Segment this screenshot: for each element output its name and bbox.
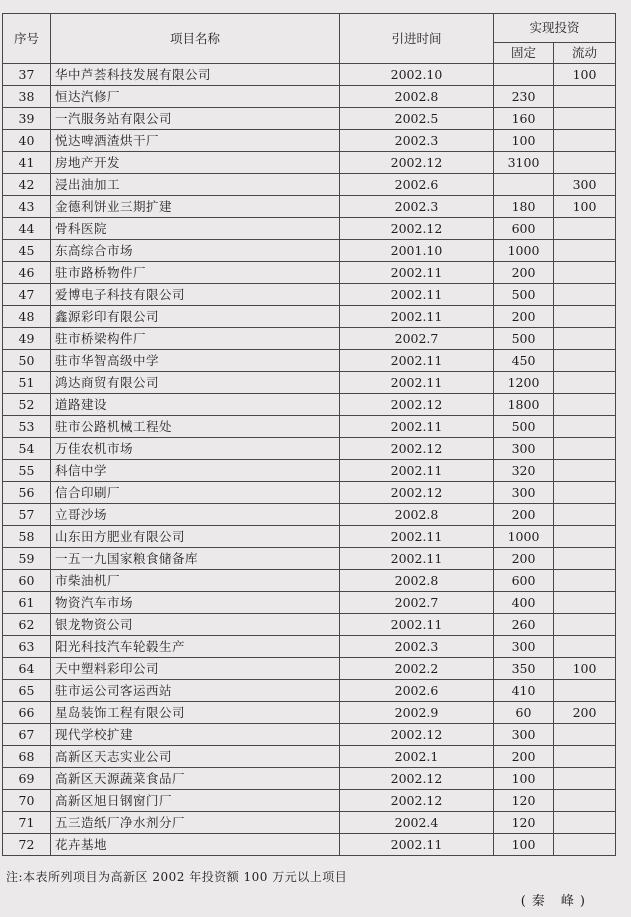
table-row — [3, 130, 616, 152]
cell-fixed-investment: 400 — [494, 592, 554, 614]
table-row — [3, 548, 616, 570]
cell-flow-investment — [554, 812, 616, 834]
cell-intro-time: 2002.11 — [340, 548, 494, 570]
cell-intro-time: 2002.11 — [340, 262, 494, 284]
cell-flow-investment — [554, 438, 616, 460]
table-row — [3, 834, 616, 856]
cell-project-name: 银龙物资公司 — [51, 614, 340, 636]
cell-fixed-investment — [494, 174, 554, 196]
cell-project-name: 驻市公路机械工程处 — [51, 416, 340, 438]
table-row — [3, 438, 616, 460]
cell-flow-investment — [554, 548, 616, 570]
cell-intro-time: 2002.6 — [340, 680, 494, 702]
cell-intro-time: 2002.11 — [340, 526, 494, 548]
cell-seq: 69 — [3, 768, 51, 790]
cell-flow-investment: 300 — [554, 174, 616, 196]
cell-fixed-investment: 600 — [494, 570, 554, 592]
cell-fixed-investment: 350 — [494, 658, 554, 680]
cell-flow-investment — [554, 108, 616, 130]
cell-flow-investment — [554, 152, 616, 174]
table-row — [3, 658, 616, 680]
cell-seq: 61 — [3, 592, 51, 614]
cell-project-name: 山东田方肥业有限公司 — [51, 526, 340, 548]
cell-project-name: 浸出油加工 — [51, 174, 340, 196]
cell-flow-investment — [554, 482, 616, 504]
cell-intro-time: 2002.9 — [340, 702, 494, 724]
table-row — [3, 460, 616, 482]
cell-seq: 39 — [3, 108, 51, 130]
header-investment: 实现投资 — [494, 14, 616, 43]
cell-seq: 67 — [3, 724, 51, 746]
cell-fixed-investment: 180 — [494, 196, 554, 218]
cell-fixed-investment: 100 — [494, 834, 554, 856]
cell-flow-investment — [554, 724, 616, 746]
table-row — [3, 262, 616, 284]
cell-fixed-investment: 500 — [494, 416, 554, 438]
cell-project-name: 爱博电子科技有限公司 — [51, 284, 340, 306]
table-row — [3, 394, 616, 416]
cell-fixed-investment: 260 — [494, 614, 554, 636]
cell-flow-investment — [554, 570, 616, 592]
cell-fixed-investment: 300 — [494, 438, 554, 460]
cell-seq: 63 — [3, 636, 51, 658]
cell-seq: 49 — [3, 328, 51, 350]
cell-project-name: 现代学校扩建 — [51, 724, 340, 746]
cell-intro-time: 2002.3 — [340, 130, 494, 152]
table-row — [3, 702, 616, 724]
cell-project-name: 阳光科技汽车轮毂生产 — [51, 636, 340, 658]
cell-seq: 66 — [3, 702, 51, 724]
cell-fixed-investment: 200 — [494, 746, 554, 768]
cell-fixed-investment: 600 — [494, 218, 554, 240]
cell-intro-time: 2002.11 — [340, 306, 494, 328]
cell-seq: 43 — [3, 196, 51, 218]
cell-seq: 41 — [3, 152, 51, 174]
cell-project-name: 万佳农机市场 — [51, 438, 340, 460]
table-row — [3, 724, 616, 746]
cell-project-name: 道路建设 — [51, 394, 340, 416]
cell-fixed-investment: 1000 — [494, 240, 554, 262]
cell-project-name: 立哥沙场 — [51, 504, 340, 526]
cell-project-name: 科信中学 — [51, 460, 340, 482]
cell-seq: 60 — [3, 570, 51, 592]
cell-flow-investment: 200 — [554, 702, 616, 724]
cell-project-name: 东高综合市场 — [51, 240, 340, 262]
cell-intro-time: 2002.10 — [340, 64, 494, 86]
header-seq: 序号 — [3, 14, 51, 64]
table-row — [3, 614, 616, 636]
cell-fixed-investment: 200 — [494, 262, 554, 284]
cell-project-name: 星岛装饰工程有限公司 — [51, 702, 340, 724]
cell-project-name: 物资汽车市场 — [51, 592, 340, 614]
cell-project-name: 鸿达商贸有限公司 — [51, 372, 340, 394]
table-body — [3, 64, 616, 856]
cell-fixed-investment: 410 — [494, 680, 554, 702]
header-flow: 流动 — [554, 43, 616, 64]
cell-intro-time: 2002.8 — [340, 570, 494, 592]
cell-seq: 53 — [3, 416, 51, 438]
cell-intro-time: 2002.3 — [340, 636, 494, 658]
header-fixed: 固定 — [494, 43, 554, 64]
cell-fixed-investment: 500 — [494, 284, 554, 306]
cell-flow-investment — [554, 526, 616, 548]
cell-project-name: 天中塑料彩印公司 — [51, 658, 340, 680]
cell-seq: 70 — [3, 790, 51, 812]
cell-fixed-investment: 200 — [494, 306, 554, 328]
table-row — [3, 636, 616, 658]
cell-seq: 50 — [3, 350, 51, 372]
cell-fixed-investment: 200 — [494, 548, 554, 570]
cell-fixed-investment: 300 — [494, 482, 554, 504]
cell-seq: 42 — [3, 174, 51, 196]
cell-fixed-investment: 1800 — [494, 394, 554, 416]
table-row — [3, 526, 616, 548]
table-row — [3, 768, 616, 790]
cell-seq: 64 — [3, 658, 51, 680]
cell-intro-time: 2002.12 — [340, 438, 494, 460]
table-row — [3, 504, 616, 526]
cell-project-name: 恒达汽修厂 — [51, 86, 340, 108]
cell-fixed-investment: 100 — [494, 130, 554, 152]
cell-intro-time: 2002.11 — [340, 416, 494, 438]
table-row — [3, 328, 616, 350]
table-row — [3, 350, 616, 372]
table-row — [3, 86, 616, 108]
table-row — [3, 152, 616, 174]
cell-fixed-investment: 300 — [494, 724, 554, 746]
cell-seq: 48 — [3, 306, 51, 328]
cell-seq: 54 — [3, 438, 51, 460]
cell-fixed-investment: 500 — [494, 328, 554, 350]
cell-project-name: 驻市运公司客运西站 — [51, 680, 340, 702]
cell-intro-time: 2002.12 — [340, 152, 494, 174]
cell-seq: 45 — [3, 240, 51, 262]
cell-fixed-investment: 160 — [494, 108, 554, 130]
cell-flow-investment: 100 — [554, 658, 616, 680]
cell-seq: 59 — [3, 548, 51, 570]
cell-intro-time: 2001.10 — [340, 240, 494, 262]
table-row — [3, 592, 616, 614]
cell-project-name: 华中芦荟科技发展有限公司 — [51, 64, 340, 86]
cell-intro-time: 2002.8 — [340, 86, 494, 108]
cell-project-name: 鑫源彩印有限公司 — [51, 306, 340, 328]
cell-intro-time: 2002.8 — [340, 504, 494, 526]
cell-flow-investment — [554, 328, 616, 350]
cell-intro-time: 2002.2 — [340, 658, 494, 680]
table-row — [3, 680, 616, 702]
cell-fixed-investment: 3100 — [494, 152, 554, 174]
cell-project-name: 一五一九国家粮食储备库 — [51, 548, 340, 570]
cell-flow-investment — [554, 460, 616, 482]
table-row — [3, 64, 616, 86]
header-name: 项目名称 — [51, 14, 340, 64]
cell-fixed-investment: 120 — [494, 812, 554, 834]
cell-flow-investment — [554, 350, 616, 372]
cell-seq: 38 — [3, 86, 51, 108]
cell-project-name: 一汽服务站有限公司 — [51, 108, 340, 130]
cell-project-name: 驻市华智高级中学 — [51, 350, 340, 372]
cell-intro-time: 2002.11 — [340, 372, 494, 394]
cell-fixed-investment: 300 — [494, 636, 554, 658]
cell-intro-time: 2002.12 — [340, 218, 494, 240]
cell-intro-time: 2002.11 — [340, 284, 494, 306]
cell-seq: 62 — [3, 614, 51, 636]
table-row — [3, 746, 616, 768]
cell-seq: 40 — [3, 130, 51, 152]
cell-seq: 57 — [3, 504, 51, 526]
cell-seq: 51 — [3, 372, 51, 394]
cell-flow-investment — [554, 306, 616, 328]
cell-seq: 37 — [3, 64, 51, 86]
cell-flow-investment — [554, 240, 616, 262]
cell-seq: 58 — [3, 526, 51, 548]
cell-fixed-investment: 1000 — [494, 526, 554, 548]
table-row — [3, 570, 616, 592]
cell-flow-investment — [554, 218, 616, 240]
cell-flow-investment — [554, 614, 616, 636]
cell-intro-time: 2002.11 — [340, 350, 494, 372]
cell-intro-time: 2002.12 — [340, 768, 494, 790]
cell-fixed-investment: 100 — [494, 768, 554, 790]
table-row — [3, 306, 616, 328]
cell-seq: 65 — [3, 680, 51, 702]
cell-intro-time: 2002.11 — [340, 614, 494, 636]
cell-fixed-investment: 1200 — [494, 372, 554, 394]
cell-fixed-investment: 120 — [494, 790, 554, 812]
cell-project-name: 市柴油机厂 — [51, 570, 340, 592]
cell-project-name: 房地产开发 — [51, 152, 340, 174]
cell-intro-time: 2002.3 — [340, 196, 494, 218]
cell-flow-investment — [554, 636, 616, 658]
cell-flow-investment — [554, 372, 616, 394]
cell-project-name: 金德利饼业三期扩建 — [51, 196, 340, 218]
cell-project-name: 信合印刷厂 — [51, 482, 340, 504]
cell-fixed-investment: 450 — [494, 350, 554, 372]
cell-intro-time: 2002.12 — [340, 790, 494, 812]
cell-intro-time: 2002.11 — [340, 460, 494, 482]
cell-seq: 44 — [3, 218, 51, 240]
cell-fixed-investment: 60 — [494, 702, 554, 724]
table-row — [3, 196, 616, 218]
table-row — [3, 218, 616, 240]
cell-project-name: 花卉基地 — [51, 834, 340, 856]
cell-intro-time: 2002.1 — [340, 746, 494, 768]
author-credit: (秦 峰) — [520, 894, 591, 909]
cell-flow-investment — [554, 790, 616, 812]
cell-seq: 46 — [3, 262, 51, 284]
cell-flow-investment — [554, 416, 616, 438]
cell-project-name: 高新区天志实业公司 — [51, 746, 340, 768]
cell-intro-time: 2002.12 — [340, 394, 494, 416]
cell-project-name: 骨科医院 — [51, 218, 340, 240]
cell-project-name: 驻市桥梁构件厂 — [51, 328, 340, 350]
cell-flow-investment — [554, 768, 616, 790]
table-row — [3, 108, 616, 130]
cell-seq: 71 — [3, 812, 51, 834]
cell-seq: 55 — [3, 460, 51, 482]
footnote: 注:本表所列项目为高新区 2002 年投资额 100 万元以上项目 — [6, 870, 348, 884]
cell-project-name: 五三造纸厂净水剂分厂 — [51, 812, 340, 834]
cell-flow-investment — [554, 262, 616, 284]
header-time: 引进时间 — [340, 14, 494, 64]
cell-flow-investment: 100 — [554, 196, 616, 218]
table-row — [3, 482, 616, 504]
cell-flow-investment — [554, 592, 616, 614]
table-row — [3, 284, 616, 306]
cell-fixed-investment: 200 — [494, 504, 554, 526]
cell-intro-time: 2002.6 — [340, 174, 494, 196]
cell-project-name: 悦达啤酒渣烘干厂 — [51, 130, 340, 152]
cell-intro-time: 2002.12 — [340, 724, 494, 746]
cell-project-name: 高新区天源蔬菜食品厂 — [51, 768, 340, 790]
cell-flow-investment — [554, 680, 616, 702]
table-row — [3, 790, 616, 812]
cell-fixed-investment — [494, 64, 554, 86]
cell-fixed-investment: 320 — [494, 460, 554, 482]
cell-intro-time: 2002.7 — [340, 592, 494, 614]
cell-seq: 47 — [3, 284, 51, 306]
cell-seq: 68 — [3, 746, 51, 768]
cell-intro-time: 2002.11 — [340, 834, 494, 856]
cell-seq: 52 — [3, 394, 51, 416]
cell-seq: 72 — [3, 834, 51, 856]
cell-project-name: 高新区旭日钢窗门厂 — [51, 790, 340, 812]
investment-table — [2, 13, 616, 856]
cell-seq: 56 — [3, 482, 51, 504]
cell-flow-investment — [554, 130, 616, 152]
cell-flow-investment: 100 — [554, 64, 616, 86]
table-row — [3, 812, 616, 834]
table-row — [3, 372, 616, 394]
table-row — [3, 240, 616, 262]
cell-flow-investment — [554, 86, 616, 108]
cell-intro-time: 2002.7 — [340, 328, 494, 350]
cell-flow-investment — [554, 746, 616, 768]
cell-project-name: 驻市路桥物件厂 — [51, 262, 340, 284]
cell-flow-investment — [554, 834, 616, 856]
cell-intro-time: 2002.12 — [340, 482, 494, 504]
cell-intro-time: 2002.4 — [340, 812, 494, 834]
cell-intro-time: 2002.5 — [340, 108, 494, 130]
table-row — [3, 416, 616, 438]
table-row — [3, 174, 616, 196]
cell-fixed-investment: 230 — [494, 86, 554, 108]
cell-flow-investment — [554, 394, 616, 416]
cell-flow-investment — [554, 284, 616, 306]
cell-flow-investment — [554, 504, 616, 526]
